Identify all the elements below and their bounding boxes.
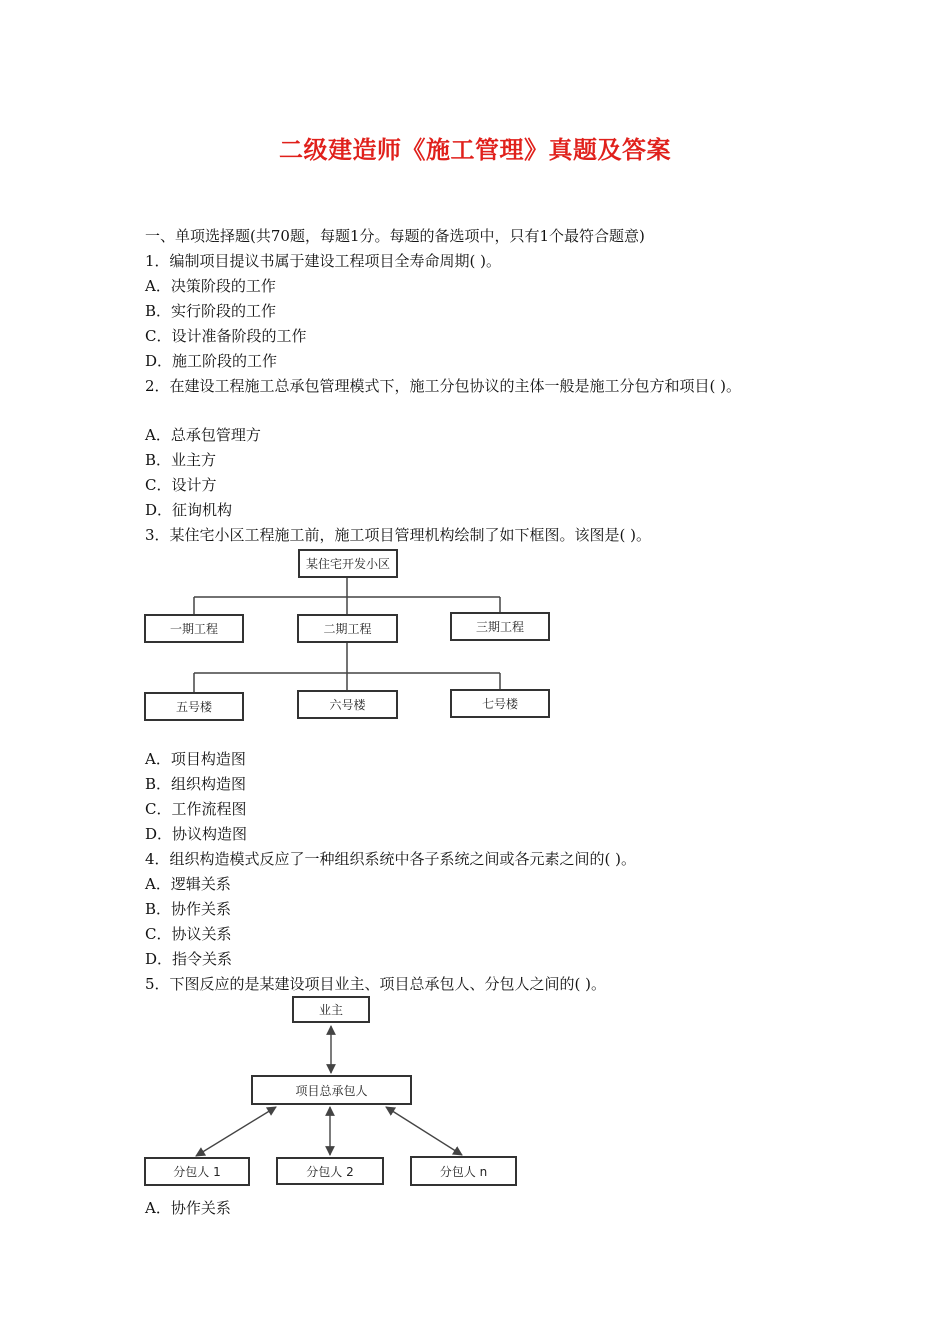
q5-contractor-box: 项目总承包人 bbox=[251, 1075, 412, 1105]
question-2-option-d: D．征询机构 bbox=[145, 501, 233, 519]
question-3-stem: 3．某住宅小区工程施工前，施工项目管理机构绘制了如下框图。该图是( )。 bbox=[145, 526, 652, 544]
question-5-stem: 5．下图反应的是某建设项目业主、项目总承包人、分包人之间的( )。 bbox=[145, 975, 607, 993]
q3-level2-box-3: 七号楼 bbox=[450, 689, 550, 718]
q3-level1-box-2: 二期工程 bbox=[297, 614, 398, 643]
q3-level2-box-1: 五号楼 bbox=[144, 692, 244, 721]
q3-level2-box-2: 六号楼 bbox=[297, 690, 398, 719]
question-2-stem: 2．在建设工程施工总承包管理模式下，施工分包协议的主体一般是施工分包方和项目( )。 bbox=[145, 377, 742, 395]
q5-sub-box-1: 分包人 1 bbox=[144, 1157, 250, 1186]
q5-sub-box-n: 分包人 n bbox=[410, 1156, 517, 1186]
question-1-option-d: D．施工阶段的工作 bbox=[145, 352, 278, 370]
question-3-option-c: C．工作流程图 bbox=[145, 800, 247, 818]
q5-owner-box: 业主 bbox=[292, 996, 370, 1023]
question-4-option-d: D．指令关系 bbox=[145, 950, 233, 968]
question-3-option-d: D．协议构造图 bbox=[145, 825, 248, 843]
question-2-option-b: B．业主方 bbox=[145, 451, 217, 469]
question-1-option-c: C．设计准备阶段的工作 bbox=[145, 327, 307, 345]
q3-level1-box-3: 三期工程 bbox=[450, 612, 550, 641]
document-title: 二级建造师《施工管理》真题及答案 bbox=[279, 136, 671, 164]
question-3-option-a: A．项目构造图 bbox=[145, 750, 246, 768]
q5-contractor-subn-arrow bbox=[386, 1107, 462, 1155]
question-4-option-a: A．逻辑关系 bbox=[145, 875, 231, 893]
question-2-option-c: C．设计方 bbox=[145, 476, 217, 494]
question-5-option-a: A．协作关系 bbox=[145, 1199, 231, 1217]
q3-root-box: 某住宅开发小区 bbox=[298, 549, 398, 578]
question-4-stem: 4．组织构造模式反应了一种组织系统中各子系统之间或各元素之间的( )。 bbox=[145, 850, 637, 868]
question-4-option-b: B．协作关系 bbox=[145, 900, 232, 918]
q5-contractor-sub1-arrow bbox=[196, 1107, 276, 1156]
question-3-option-b: B．组织构造图 bbox=[145, 775, 247, 793]
question-1-option-b: B．实行阶段的工作 bbox=[145, 302, 277, 320]
question-1-option-a: A．决策阶段的工作 bbox=[145, 277, 276, 295]
section-header: 一、单项选择题(共70题，每题1分。每题的备选项中，只有1个最符合题意) bbox=[145, 227, 645, 245]
question-2-option-a: A．总承包管理方 bbox=[145, 426, 261, 444]
q3-level1-box-1: 一期工程 bbox=[144, 614, 244, 643]
question-4-option-c: C．协议关系 bbox=[145, 925, 232, 943]
question-1-stem: 1．编制项目提议书属于建设工程项目全寿命周期( )。 bbox=[145, 252, 502, 270]
q5-sub-box-2: 分包人 2 bbox=[276, 1157, 384, 1185]
